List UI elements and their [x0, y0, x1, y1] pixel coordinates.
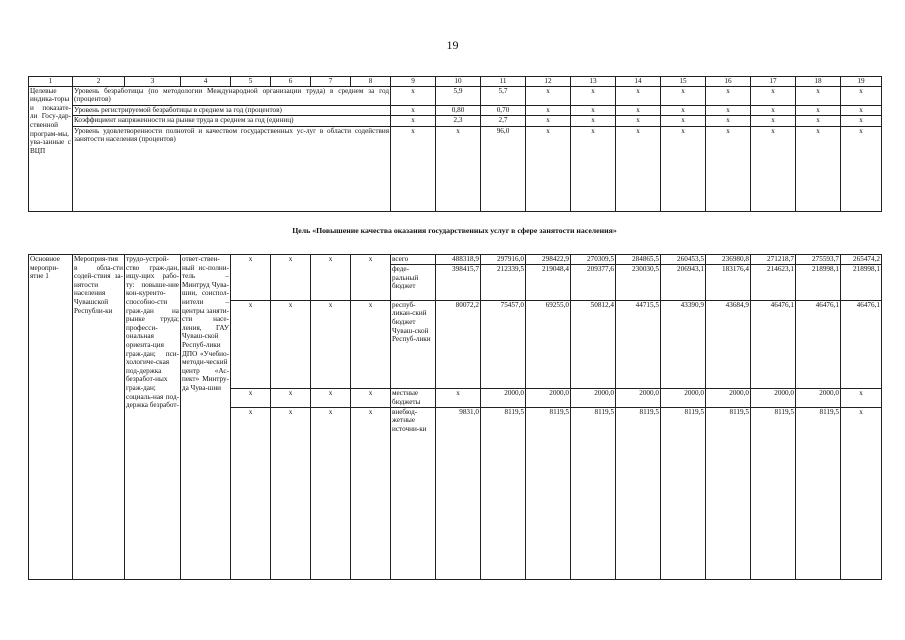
- cell: x: [311, 300, 351, 389]
- cell: 46476,1: [841, 300, 882, 389]
- cell: 43684,9: [706, 300, 751, 389]
- cell: 8119,5: [661, 407, 706, 579]
- cell: x: [841, 105, 882, 115]
- cell: x: [796, 126, 841, 211]
- cell: x: [271, 255, 311, 301]
- cell: x: [841, 389, 882, 408]
- col-number: 9: [391, 77, 436, 87]
- cell: x: [841, 116, 882, 126]
- col-number: 7: [311, 77, 351, 87]
- table-row: [29, 116, 882, 126]
- cell: x: [571, 116, 616, 126]
- cell: 80072,2: [436, 300, 481, 389]
- table-row: [29, 86, 882, 105]
- cell: 2000,0: [616, 389, 661, 408]
- cell: 8119,5: [526, 407, 571, 579]
- funding-source: феде-ральный бюджет: [391, 265, 436, 301]
- table-row: [29, 255, 882, 265]
- cell: x: [351, 300, 391, 389]
- cell: x: [436, 126, 481, 211]
- col-number: 15: [661, 77, 706, 87]
- indicator-name: Уровень удовлетворенности полнотой и качеством государственных ус-луг в области содействия занятости населения (процентов): [73, 126, 391, 211]
- cell: 44715,5: [616, 300, 661, 389]
- col-number: 13: [571, 77, 616, 87]
- measure-type: Основное меропри-ятие 1: [29, 255, 73, 580]
- cell: x: [841, 126, 882, 211]
- measure-executors: ответ-ствен-ный ис-полни-тель – Минтруд Чува-шии, соиспол-нители – центры заняти-сти насе-ления, ГАУ Чуваш-ской Респуб-лики ДПО «Учебно-методи-ческий центр «Ас-пект» Минтру-да Чува-шии: [181, 255, 231, 580]
- col-number: 19: [841, 77, 882, 87]
- cell: 69255,0: [526, 300, 571, 389]
- cell: x: [571, 126, 616, 211]
- cell: x: [796, 86, 841, 105]
- cell: 260453,5: [661, 255, 706, 265]
- cell: 0,80: [436, 105, 481, 115]
- cell: x: [526, 86, 571, 105]
- cell: x: [661, 116, 706, 126]
- cell: 2000,0: [661, 389, 706, 408]
- cell: 8119,5: [616, 407, 661, 579]
- cell: x: [526, 126, 571, 211]
- col-number: 11: [481, 77, 526, 87]
- cell: 2000,0: [751, 389, 796, 408]
- measure-table: [28, 254, 882, 580]
- measure-name: Мероприя-тия в обла-сти содей-ствия за-нятости населения Чувашской Республи-ки: [73, 255, 125, 580]
- cell: 50812,4: [571, 300, 616, 389]
- cell: x: [616, 126, 661, 211]
- cell: x: [351, 407, 391, 579]
- cell: x: [751, 105, 796, 115]
- cell: x: [661, 105, 706, 115]
- cell: 46476,1: [751, 300, 796, 389]
- cell: 265474,2: [841, 255, 882, 265]
- cell: 2,3: [436, 116, 481, 126]
- cell: x: [526, 105, 571, 115]
- col-number: 17: [751, 77, 796, 87]
- cell: x: [796, 105, 841, 115]
- cell: x: [796, 116, 841, 126]
- cell: 275593,7: [796, 255, 841, 265]
- col-number: 14: [616, 77, 661, 87]
- table-row: [29, 105, 882, 115]
- cell: 236980,8: [706, 255, 751, 265]
- cell: 9831,0: [436, 407, 481, 579]
- cell: x: [311, 255, 351, 301]
- cell: 2000,0: [706, 389, 751, 408]
- cell: 8119,5: [751, 407, 796, 579]
- goal-title: Цель «Повышение качества оказания государственных услуг в сфере занятости населения»: [292, 226, 617, 235]
- cell: 96,0: [481, 126, 526, 211]
- cell: x: [571, 105, 616, 115]
- cell: x: [311, 407, 351, 579]
- cell: x: [436, 389, 481, 408]
- cell: x: [231, 389, 271, 408]
- cell: 270309,5: [571, 255, 616, 265]
- indicator-name: Коэффициент напряженности на рынке труда в среднем за год (единиц): [73, 116, 391, 126]
- cell: 183176,4: [706, 265, 751, 301]
- cell: x: [391, 105, 436, 115]
- cell: 5,7: [481, 86, 526, 105]
- cell: x: [751, 116, 796, 126]
- cell: x: [391, 126, 436, 211]
- cell: 2000,0: [796, 389, 841, 408]
- cell: x: [751, 86, 796, 105]
- cell: x: [271, 407, 311, 579]
- cell: x: [526, 116, 571, 126]
- cell: x: [841, 407, 882, 579]
- funding-source: всего: [391, 255, 436, 265]
- cell: x: [661, 126, 706, 211]
- col-number: 12: [526, 77, 571, 87]
- cell: 284865,5: [616, 255, 661, 265]
- cell: x: [706, 126, 751, 211]
- cell: 8119,5: [481, 407, 526, 579]
- cell: 2,7: [481, 116, 526, 126]
- funding-source: респуб-ликан-ский бюджет Чуваш-ской Респуб-лики: [391, 300, 436, 389]
- cell: 219048,4: [526, 265, 571, 301]
- cell: 271218,7: [751, 255, 796, 265]
- cell: 43390,9: [661, 300, 706, 389]
- funding-source: местные бюджеты: [391, 389, 436, 408]
- cell: 230030,5: [616, 265, 661, 301]
- cell: 0,70: [481, 105, 526, 115]
- cell: x: [391, 116, 436, 126]
- cell: 8119,5: [706, 407, 751, 579]
- cell: 212339,5: [481, 265, 526, 301]
- column-number-row: [29, 77, 882, 87]
- indicators-label: Целевые индика-торы и показате-ли Госу-дар-ственной програм-мы, ува-занные с ВЦП: [29, 86, 73, 211]
- cell: 218998,1: [841, 265, 882, 301]
- funding-source: внебюд-жетные источни-ки: [391, 407, 436, 579]
- cell: x: [231, 300, 271, 389]
- col-number: 16: [706, 77, 751, 87]
- col-number: 2: [73, 77, 125, 87]
- cell: x: [271, 389, 311, 408]
- cell: 8119,5: [796, 407, 841, 579]
- cell: x: [231, 407, 271, 579]
- cell: x: [351, 389, 391, 408]
- cell: x: [271, 300, 311, 389]
- col-number: 4: [181, 77, 231, 87]
- indicator-name: Уровень безработицы (по методологии Международной организации труда) в среднем за год (процентов): [74, 86, 389, 104]
- cell: 2000,0: [571, 389, 616, 408]
- col-number: 6: [271, 77, 311, 87]
- cell: 214623,1: [751, 265, 796, 301]
- cell: x: [751, 126, 796, 211]
- cell: x: [351, 255, 391, 301]
- cell: x: [841, 86, 882, 105]
- indicator-name: Уровень регистрируемой безработицы в среднем за год (процентов): [73, 105, 391, 115]
- col-number: 3: [125, 77, 181, 87]
- cell: x: [706, 86, 751, 105]
- cell: x: [231, 255, 271, 301]
- cell: 297916,0: [481, 255, 526, 265]
- measure-description: трудо-устрой-ство граж-дан, ищу-щих рабо-ту: повыше-ние кон-курентo-способно-сти граж-дан на рынке труда; професси-ональная ориента-ция граж-дан; пси-хологиче-ская под-держка безработ-ных граж-дан; социаль-ная под-держка безработ-: [125, 255, 181, 580]
- col-number: 5: [231, 77, 271, 87]
- cell: 2000,0: [481, 389, 526, 408]
- col-number: 1: [29, 77, 73, 87]
- cell: 5,9: [436, 86, 481, 105]
- cell: x: [616, 105, 661, 115]
- col-number: 10: [436, 77, 481, 87]
- cell: 218998,1: [796, 265, 841, 301]
- cell: 298422,9: [526, 255, 571, 265]
- page-number: 19: [446, 38, 459, 52]
- cell: 8119,5: [571, 407, 616, 579]
- indicators-table: [28, 76, 882, 212]
- cell: x: [311, 389, 351, 408]
- cell: x: [706, 116, 751, 126]
- cell: 46476,1: [796, 300, 841, 389]
- cell: x: [571, 86, 616, 105]
- cell: 2000,0: [526, 389, 571, 408]
- cell: x: [706, 105, 751, 115]
- cell: x: [616, 116, 661, 126]
- cell: 206943,1: [661, 265, 706, 301]
- cell: x: [661, 86, 706, 105]
- table-row: [29, 126, 882, 211]
- cell: 398415,7: [436, 265, 481, 301]
- cell: 488318,9: [436, 255, 481, 265]
- cell: x: [616, 86, 661, 105]
- col-number: 8: [351, 77, 391, 87]
- cell: 75457,0: [481, 300, 526, 389]
- cell: x: [391, 86, 436, 105]
- cell: 209377,6: [571, 265, 616, 301]
- col-number: 18: [796, 77, 841, 87]
